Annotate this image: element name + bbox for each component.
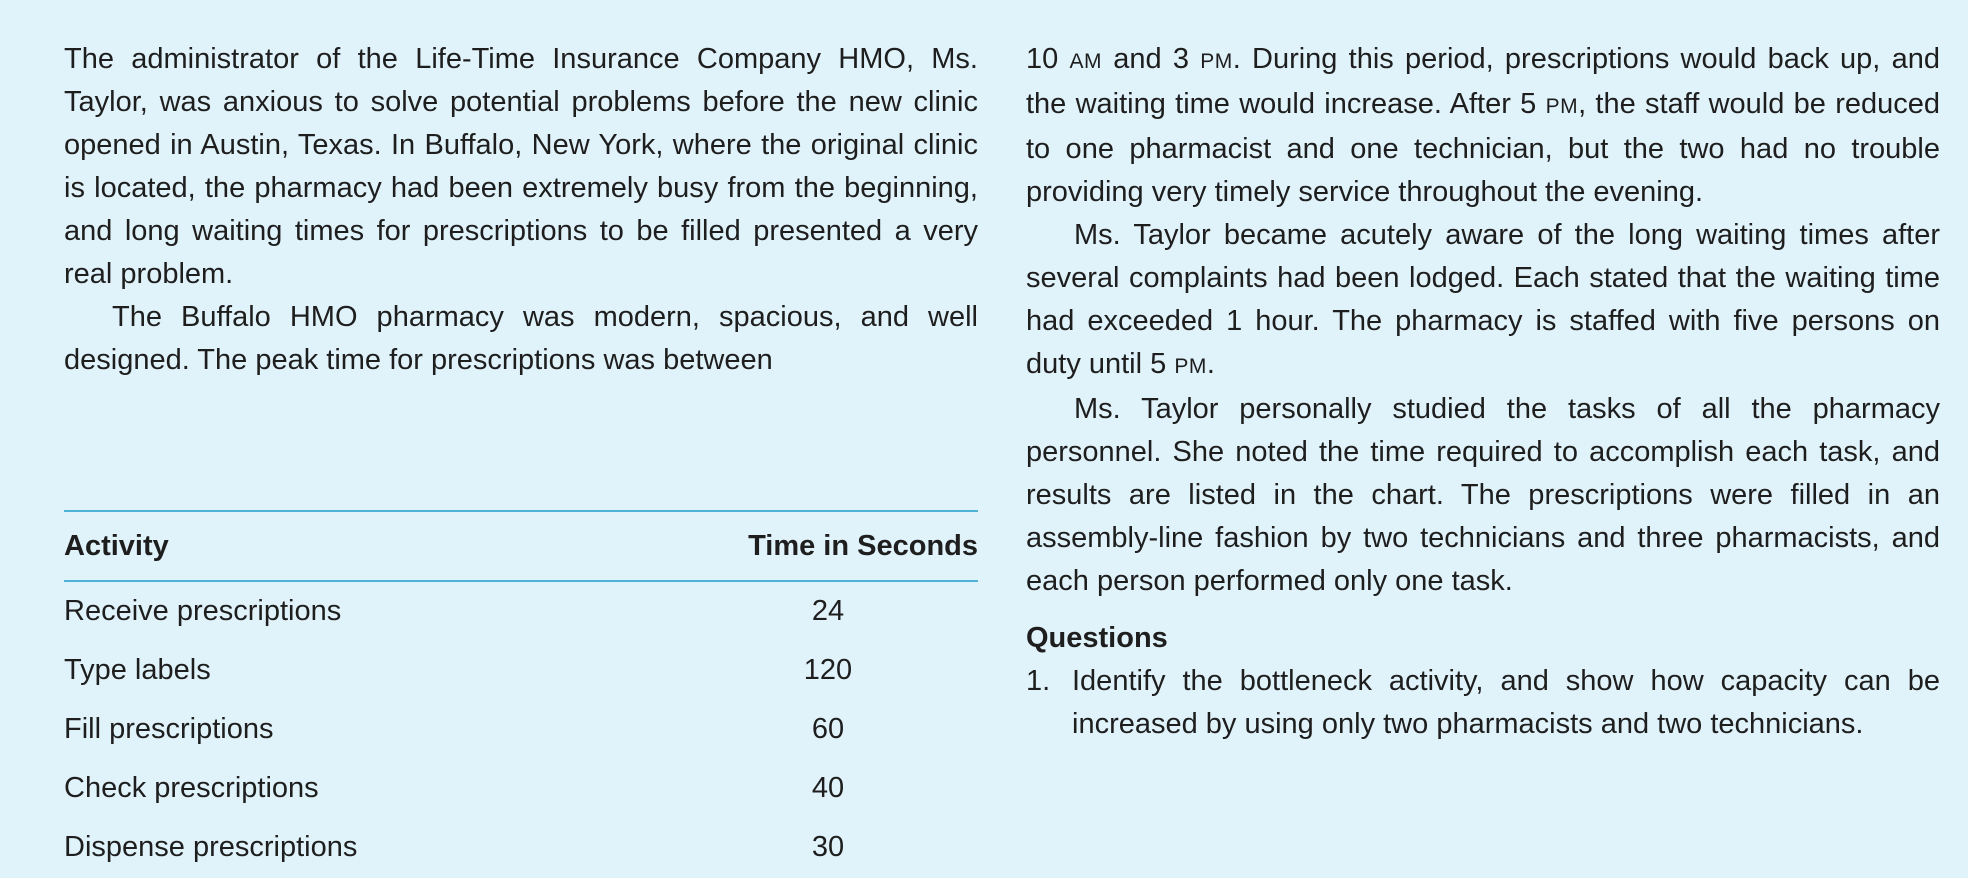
text-fragment: 10 [1026,43,1059,75]
table-row [64,641,978,700]
time-cell: 120 [803,654,853,686]
question-item [1026,660,1940,746]
peak-time-paragraph [1026,38,1940,214]
activity-cell: Fill prescriptions [64,713,274,745]
table-row [64,700,978,759]
pharmacy-paragraph: The Buffalo HMO pharmacy was modern, spacious, and well designed. The peak time for prescriptions was between [64,301,978,376]
complaints-paragraph [1026,214,1940,388]
header-time: Time in Seconds [748,529,978,562]
tasks-paragraph: Ms. Taylor personally studied the tasks of all the pharmacy personnel. She noted the time required to accomplish each task, and results are listed in the chart. The prescriptions were filled in an assembly-line fashion by two technicians and three pharmacists, and each person performed only one task. [1026,393,1940,597]
text-fragment: and 3 [1102,43,1189,75]
activity-cell: Receive prescriptions [64,595,342,627]
table-row [64,759,978,818]
right-column [1026,38,1940,746]
time-cell: 24 [811,595,845,627]
activity-cell: Dispense prescriptions [64,831,358,863]
table-row [64,582,978,641]
questions-heading: Questions [1026,622,1168,654]
time-cell: 40 [811,772,845,804]
header-activity: Activity [64,529,169,562]
text-fragment: , the staff would be reduced to one pharmacist and one technician, but the two had no trouble providing very timely service throughout the evening. [1026,88,1940,208]
text-fragment: . [1206,348,1215,380]
activity-cell: Check prescriptions [64,772,319,804]
time-suffix: PM [1174,355,1207,378]
time-suffix: AM [1069,50,1102,73]
left-column [64,38,978,382]
intro-paragraph: The administrator of the Life-Time Insurance Company HMO, Ms. Taylor, was anxious to solve potential problems before the new clinic opened in Austin, Texas. In Buffalo, New York, where the original clinic is located, the pharmacy had been extremely busy from the beginning, and long waiting times for prescriptions to be filled presented a very real problem. [64,43,978,290]
question-number: 1. [1026,665,1051,697]
time-cell: 60 [811,713,845,745]
activity-time-table [64,510,978,877]
text-fragment: Ms. Taylor became acutely aware of the long waiting times after several complaints had been lodged. Each stated that the waiting time had exceeded 1 hour. The pharmacy is staffed with five persons on duty until 5 [1026,219,1940,380]
time-suffix: PM [1200,50,1233,73]
time-cell: 30 [811,831,845,863]
question-text: Identify the bottleneck activity, and show how capacity can be increased by using only two pharmacists and two technicians. [1072,665,1940,740]
text-fragment: . During this period, prescriptions would back up, and the waiting time would increase. After 5 [1026,43,1940,120]
table-row [64,818,978,877]
activity-cell: Type labels [64,654,211,686]
table-header [64,512,978,580]
time-suffix: PM [1545,95,1579,118]
